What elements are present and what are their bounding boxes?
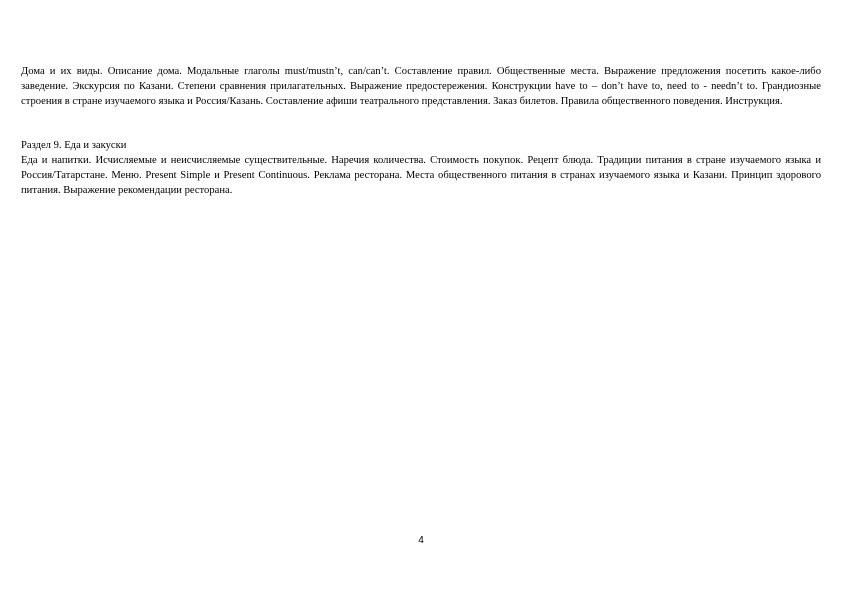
page-number: 4	[418, 535, 424, 546]
body-paragraph: Еда и напитки. Исчисляемые и неисчисляемые существительные. Наречия количества. Стоимость покупок. Рецепт блюда. Традиции питания в стране изучаемого языка и Россия/Татарстане. Меню. Present Simple и Present Continuous. Реклама ресторана. Места общественного питания в странах изучаемого языка и Казани. Принцип здорового питания. Выражение рекомендации ресторана.	[21, 155, 821, 196]
body-paragraph: Дома и их виды. Описание дома. Модальные глаголы must/mustn’t, can/can’t. Составление правил. Общественные места. Выражение предложения посетить какое-либо заведение. Экскурсия по Казани. Степени сравнения прилагательных. Выражение предостережения. Конструкции have to – don’t have to, need to - needn’t to. Грандиозные строения в стране изучаемого языка и Россия/Казань. Составление афиши театрального представления. Заказ билетов. Правила общественного поведения. Инструкция.	[21, 66, 821, 107]
section-heading: Раздел 9. Еда и закуски	[21, 140, 127, 151]
